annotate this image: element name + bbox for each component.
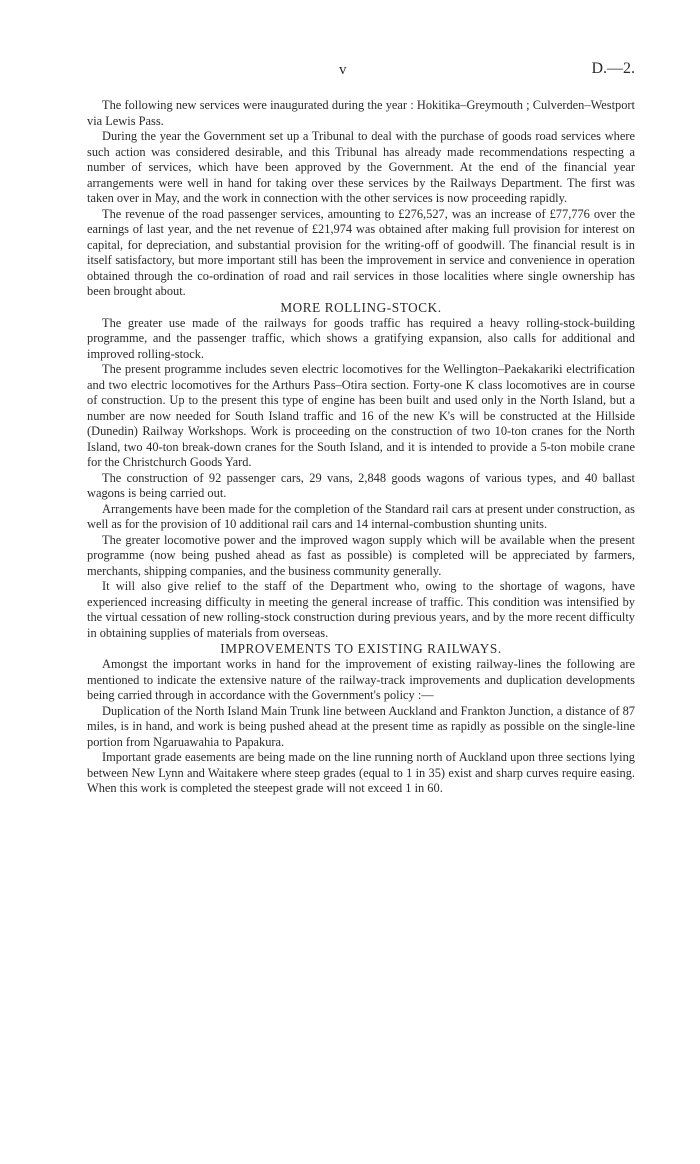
paragraph: The construction of 92 passenger cars, 29 vans, 2,848 goods wagons of various types, and 40 ballast wagons is being carried out. bbox=[87, 470, 635, 500]
page-number: v bbox=[339, 62, 347, 78]
paragraph: The revenue of the road passenger services, amounting to £276,527, was an increase of £77,776 over the earnings of last year, and the net revenue of £21,974 was obtained after making full provision for interest on capital, for depreciation, and substantial provision for the writing-off of goodwill. The financial result is in itself satisfactory, but more important still has been the improvement in service and convenience in operation obtained through the co-ordination of road and rail services in those localities where single ownership has been brought about. bbox=[87, 206, 635, 298]
paragraph: The present programme includes seven electric locomotives for the Wellington–Paekakariki electrification and two electric locomotives for the Arthurs Pass–Otira section. Forty-one K class locomotives are in course of construction. Up to the present this type of engine has been built and used only in the North Island, but a number are now needed for South Island traffic and 16 of the new K's will be constructed at the Hillside (Dunedin) Railway Workshops. Work is proceeding on the construction of two 10-ton cranes for the North Island, two 40-ton break-down cranes for the South Island, and it is intended to provide a 5-ton mobile crane for the Christchurch Goods Yard. bbox=[87, 362, 635, 469]
section-more-rolling-stock bbox=[87, 300, 635, 642]
paragraph: It will also give relief to the staff of the Department who, owing to the shortage of wagons, have experienced increasing difficulty in meeting the general increase of traffic. This condition was intensified by the virtual cessation of new rolling-stock construction during previous years, and by the more recent difficulty in obtaining supplies of materials from overseas. bbox=[87, 579, 635, 640]
page-header bbox=[87, 58, 635, 84]
paragraph: Duplication of the North Island Main Trunk line between Auckland and Frankton Junction, a distance of 87 miles, is in hand, and work is being pushed ahead at the present time as rapidly as possible on the single-line portion from Ngaruawahia to Papakura. bbox=[87, 703, 635, 749]
section-improvements-existing-railways bbox=[87, 641, 635, 797]
paragraph: During the year the Government set up a Tribunal to deal with the purchase of goods road services where such action was considered desirable, and this Tribunal has already made recommendations respecting a number of services, which have been approved by the Government. At the end of the financial year arrangements were well in hand for taking over these services by the Railways Department. The first was taken over in May, and the work in connection with the other services is now proceeding rapidly. bbox=[87, 129, 635, 205]
paragraph: Arrangements have been made for the completion of the Standard rail cars at present under construction, as well as for the provision of 10 additional rail cars and 14 internal-combustion shunting units. bbox=[87, 501, 635, 531]
section-heading: MORE ROLLING-STOCK. bbox=[280, 299, 442, 315]
document-reference: D.—2. bbox=[591, 60, 635, 77]
section-heading: IMPROVEMENTS TO EXISTING RAILWAYS. bbox=[220, 641, 502, 656]
paragraph: Important grade easements are being made on the line running north of Auckland upon three sections lying between New Lynn and Waitakere where steep grades (equal to 1 in 35) exist and sharp curves require easing. When this work is completed the steepest grade will not exceed 1 in 60. bbox=[87, 750, 635, 795]
paragraph: The greater use made of the railways for goods traffic has required a heavy rolling-stock-building programme, and the passenger traffic, which shows a gratifying expansion, also calls for additional and improved rolling-stock. bbox=[87, 315, 635, 361]
section-road-services bbox=[87, 98, 635, 300]
paragraph: The greater locomotive power and the improved wagon supply which will be available when the present programme (now being pushed ahead as fast as possible) is completed will be appreciated by farmers, merchants, shipping companies, and the business community generally. bbox=[87, 532, 635, 578]
document-page bbox=[87, 58, 635, 797]
paragraph: Amongst the important works in hand for the improvement of existing railway-lines the following are mentioned to indicate the extensive nature of the railway-track improvements and duplication developments being carried through in accordance with the Government's policy :— bbox=[87, 657, 635, 702]
paragraph: The following new services were inaugurated during the year : Hokitika–Greymouth ; Culverden–Westport via Lewis Pass. bbox=[87, 98, 635, 128]
